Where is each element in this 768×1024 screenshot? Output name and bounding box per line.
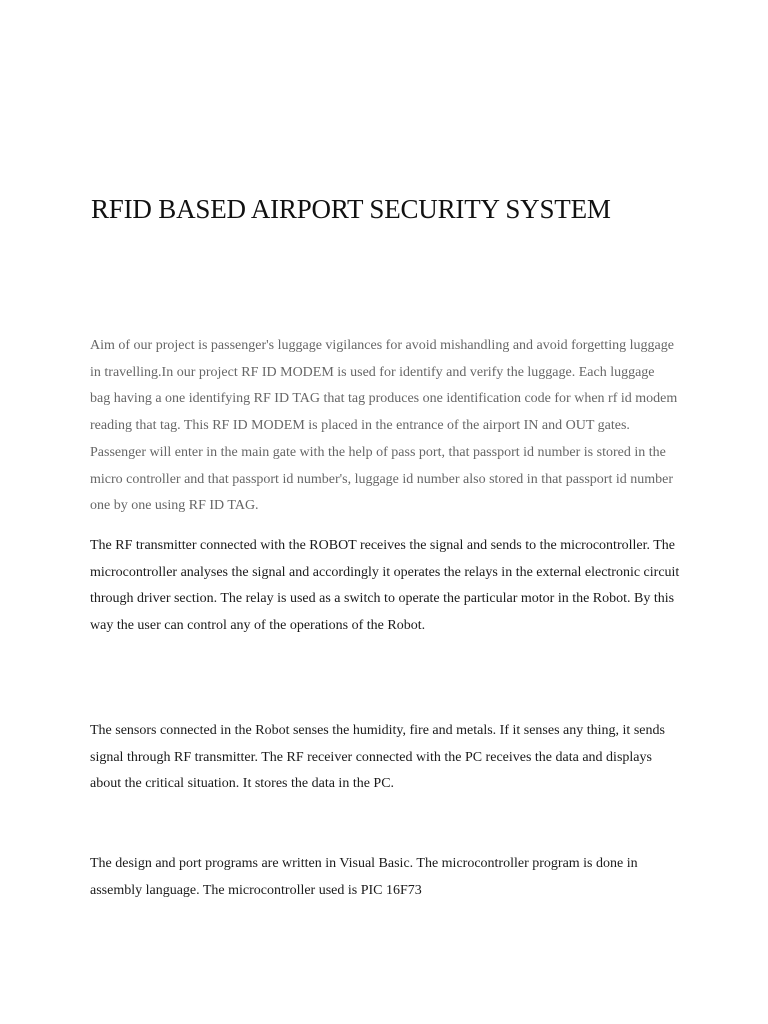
paragraph-rf-transmitter: The RF transmitter connected with the ROBOT receives the signal and sends to the microcontroller. The microcontroller analyses the signal and accordingly it operates the relays in the external electronic circuit through driver section. The relay is used as a switch to operate the particular motor in the Robot. By this way the user can control any of the operations of the Robot. [90,538,680,634]
document-title: RFID BASED AIRPORT SECURITY SYSTEM [91,194,611,224]
paragraph-aim: Aim of our project is passenger's luggage vigilances for avoid mishandling and avoid forgetting luggage in travelling.In our project RF ID MODEM is used for identify and verify the luggage. Each luggage bag having a one identifying RF ID TAG that tag produces one identification code for when rf id modem reading that tag. This RF ID MODEM is placed in the entrance of the airport IN and OUT gates. Passenger will enter in the main gate with the help of pass port, that passport id number is stored in the micro controller and that passport id number's, luggage id number also stored in that passport id number one by one using RF ID TAG. [90,338,678,514]
paragraph-design: The design and port programs are written in Visual Basic. The microcontroller program is done in assembly language. The microcontroller used is PIC 16F73 [90,856,638,898]
paragraph-sensors: The sensors connected in the Robot senses the humidity, fire and metals. If it senses any thing, it sends signal through RF transmitter. The RF receiver connected with the PC receives the data and displays about the critical situation. It stores the data in the PC. [90,723,665,792]
